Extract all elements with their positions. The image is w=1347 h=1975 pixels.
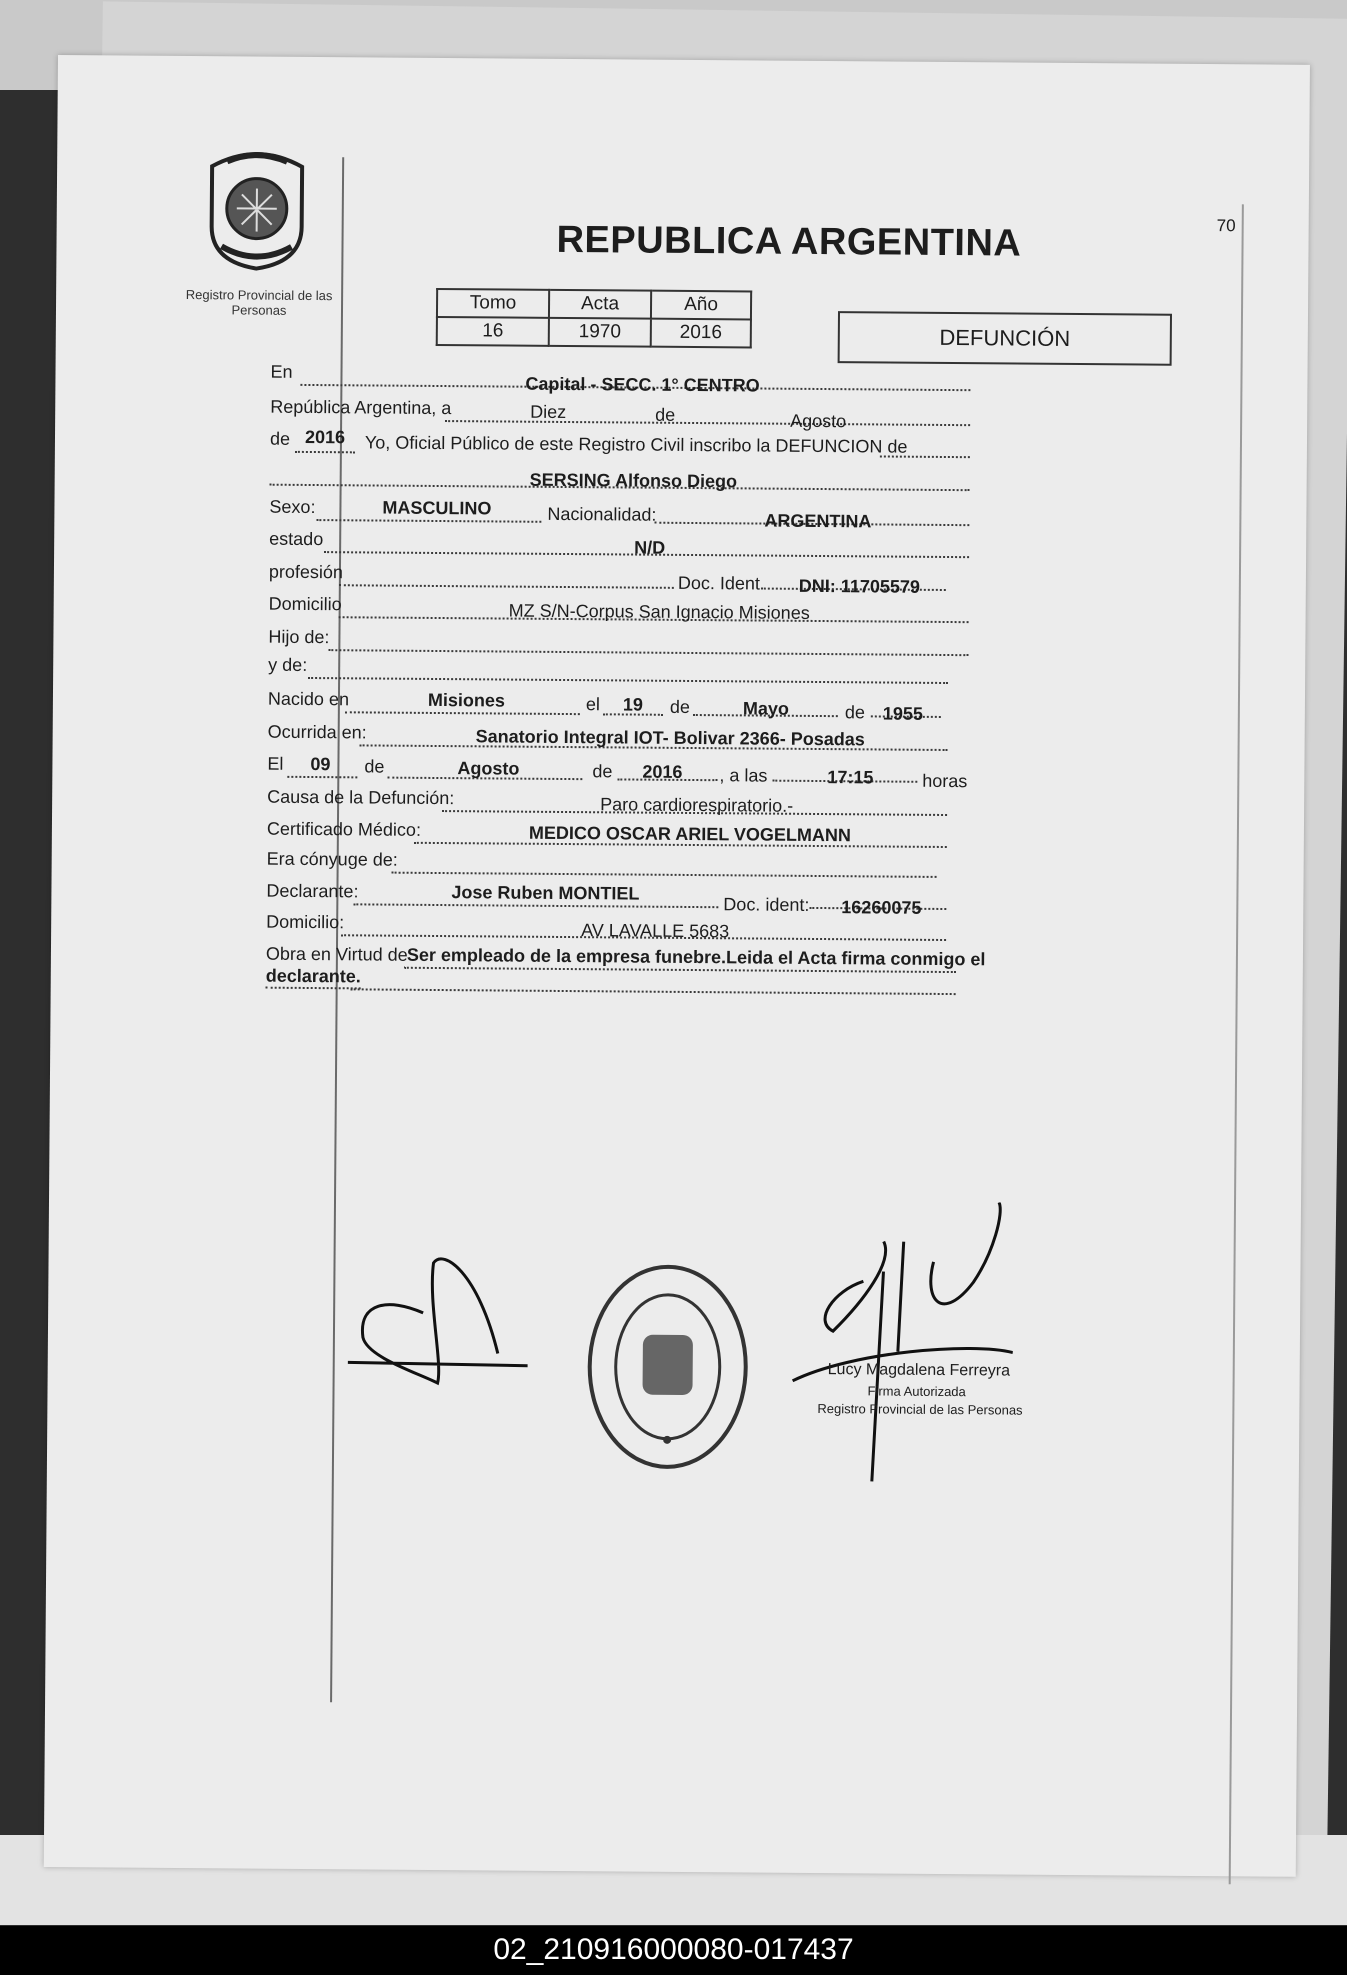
value-by-virtue: Ser empleado de la empresa funebre.Leida el Acta firma conmigo el <box>406 944 986 970</box>
label-death-el: El <box>267 753 284 774</box>
value-death-year: 2016 <box>642 761 683 782</box>
value-birth-year: 1955 <box>882 703 923 724</box>
label-birth-de1: de <box>669 696 691 717</box>
scan-file-id: 02_210916000080-017437 <box>493 1933 854 1966</box>
value-birth-month: Mayo <box>742 698 789 719</box>
declarant-signature <box>348 1242 529 1393</box>
value-cause: Paro cardiorespiratorio.- <box>600 794 794 816</box>
value-death-time: 17:15 <box>827 767 874 788</box>
registry-value-acta: 1970 <box>549 318 651 347</box>
value-marital: N/D <box>634 537 666 558</box>
label-address: Domicilio <box>268 593 342 615</box>
field-name-start <box>880 433 970 458</box>
official-signature <box>772 1201 1014 1483</box>
value-day: Diez <box>530 401 567 423</box>
label-hours: horas <box>922 770 968 792</box>
page-title: REPUBLICA ARGENTINA <box>556 218 1022 265</box>
value-by-virtue-cont: declarante. <box>266 966 361 990</box>
label-doc2: Doc. ident: <box>723 894 810 915</box>
label-spouse: Era cónyuge de: <box>266 848 398 870</box>
label-parent1: Hijo de: <box>268 626 330 648</box>
statement-text: Yo, Oficial Público de este Registro Civil inscribo la DEFUNCION de <box>364 432 908 457</box>
label-marital: estado <box>269 528 324 550</box>
label-republica: República Argentina, a <box>270 396 452 419</box>
label-at: , a las <box>719 765 768 786</box>
field-parent1 <box>328 627 968 656</box>
field-spouse <box>392 850 937 878</box>
label-doc: Doc. Ident <box>677 572 760 594</box>
label-parent2: y de: <box>268 654 308 675</box>
value-certificate: MEDICO OSCAR ARIEL VOGELMANN <box>528 822 851 846</box>
registry-header-acta: Acta <box>549 290 651 319</box>
margin-line-right <box>1229 204 1244 1884</box>
value-nationality: ARGENTINA <box>764 510 872 532</box>
registry-table <box>436 288 752 348</box>
label-nationality: Nacionalidad: <box>547 503 657 525</box>
value-doc2: 16260075 <box>841 897 922 918</box>
value-place: Capital - SECC. 1° CENTRO <box>525 373 760 396</box>
value-birth-day: 19 <box>622 694 644 715</box>
registry-value-anio: 2016 <box>651 319 751 348</box>
value-death-month: Agosto <box>457 758 520 779</box>
label-death-de1: de <box>364 756 385 777</box>
label-profession: profesión <box>268 561 344 583</box>
label-birth-el: el <box>585 694 601 715</box>
field-by-virtue-cont <box>351 966 956 995</box>
value-birthplace: Misiones <box>427 689 506 711</box>
registry-header-anio: Año <box>651 291 751 320</box>
certificate-page <box>44 55 1310 1877</box>
label-declarant: Declarante: <box>266 880 359 902</box>
field-parent2 <box>308 655 948 684</box>
signer-org: Registro Provincial de las Personas <box>817 1401 1023 1418</box>
label-birth-de2: de <box>844 702 865 723</box>
label-death-de2: de <box>592 761 613 782</box>
label-death-place: Ocurrida en: <box>267 721 367 743</box>
field-profession <box>339 562 674 589</box>
signer-name: Lucy Magdalena Ferreyra <box>827 1361 1011 1380</box>
registry-value-tomo: 16 <box>437 317 549 346</box>
value-declarant: Jose Ruben MONTIEL <box>451 882 640 904</box>
value-declarant-address: AV LAVALLE 5683 <box>581 920 730 942</box>
value-address: MZ S/N-Corpus San Ignacio Misiones <box>508 600 810 623</box>
label-certificate: Certificado Médico: <box>266 818 422 840</box>
label-sex: Sexo: <box>269 496 316 518</box>
label-de: de <box>655 404 676 425</box>
registry-stamp <box>582 1259 754 1475</box>
crest-label: Registro Provincial de las Personas <box>185 287 333 318</box>
label-by-virtue: Obra en Virtud de <box>265 943 408 965</box>
record-type-box: DEFUNCIÓN <box>838 311 1172 366</box>
page-number: 70 <box>1216 216 1236 236</box>
signer-role: Firma Autorizada <box>867 1383 966 1400</box>
label-birthplace: Nacido en <box>267 688 350 710</box>
registry-header-tomo: Tomo <box>437 289 549 318</box>
label-en: En <box>270 361 293 382</box>
value-doc: DNI: 11705579 <box>798 575 921 597</box>
label-declarant-address: Domicilio: <box>266 911 345 933</box>
value-death-place: Sanatorio Integral IOT- Bolivar 2366- Posadas <box>475 726 865 750</box>
label-de2: de <box>269 428 291 449</box>
value-name: SERSING Alfonso Diego <box>529 469 738 492</box>
field-date <box>445 398 970 426</box>
value-death-day: 09 <box>310 754 331 775</box>
value-sex: MASCULINO <box>382 497 492 519</box>
value-month: Agosto <box>790 410 847 432</box>
province-crest-icon <box>201 146 312 272</box>
label-cause: Causa de la Defunción: <box>267 786 455 809</box>
value-year: 2016 <box>304 426 346 448</box>
